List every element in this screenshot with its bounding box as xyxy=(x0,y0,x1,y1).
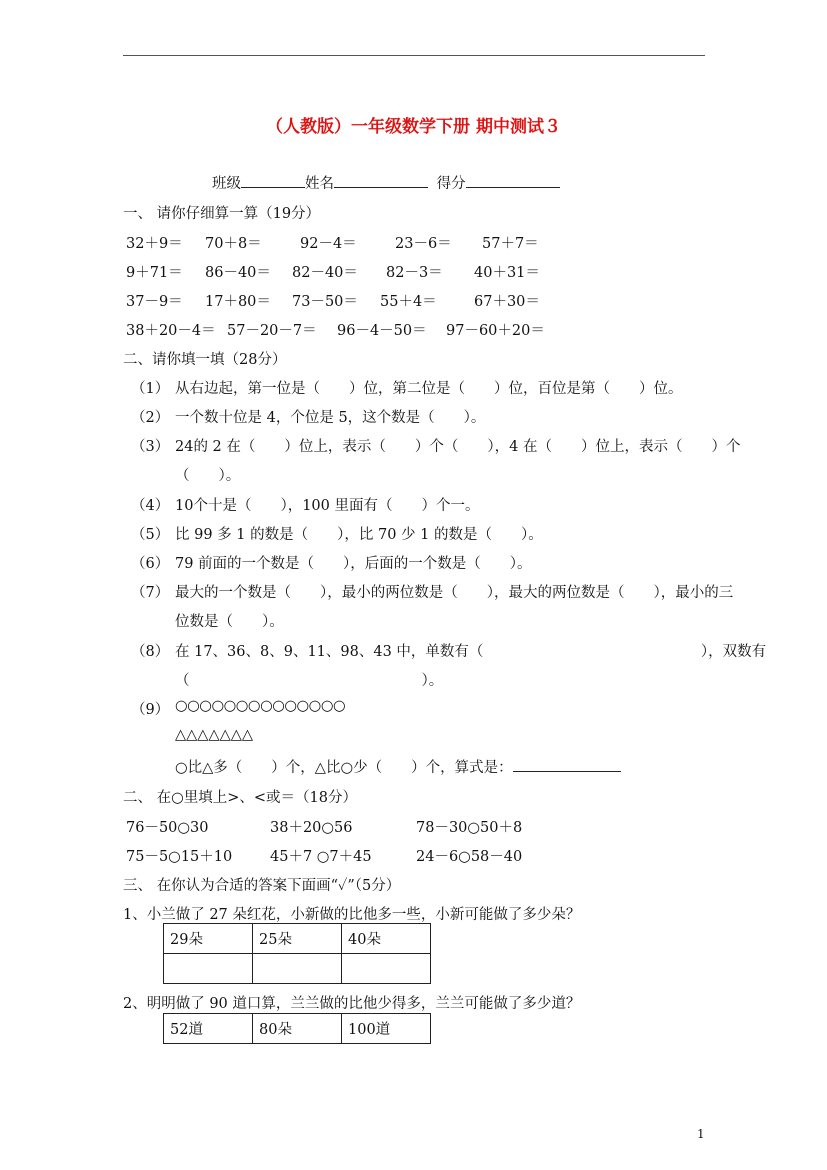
calc-item: 97－60＋20＝ xyxy=(446,323,545,339)
question-1: 1、小兰做了 27 朵红花，小新做的比他多一些，小新可能做了多少朵？ xyxy=(123,907,581,923)
fill-item-text: （ ）。 xyxy=(175,468,241,484)
q1-option: 25朵 xyxy=(253,924,342,954)
compare-item: 76－50○30 xyxy=(126,820,209,836)
calc-item: 17＋80＝ xyxy=(205,294,271,310)
score-label: 得分 xyxy=(436,176,466,192)
class-blank[interactable] xyxy=(241,173,305,188)
calc-item: 23－6＝ xyxy=(395,236,452,252)
triangles-row: △△△△△△△ xyxy=(175,727,254,743)
calc-item: 96－4－50＝ xyxy=(337,323,427,339)
section4-heading: 三、 在你认为合适的答案下面画“✓”（5分） xyxy=(123,878,401,894)
name-blank[interactable] xyxy=(334,173,428,188)
calc-item: 92－4＝ xyxy=(300,236,357,252)
item-number: （8） xyxy=(131,644,170,660)
calc-item: 9＋71＝ xyxy=(126,265,183,281)
q1-answer-table xyxy=(163,923,431,984)
q1-option: 40朵 xyxy=(342,924,431,954)
item-number: （9） xyxy=(131,702,170,718)
fill-item-text xyxy=(175,756,621,777)
calc-item: 37－9＝ xyxy=(126,294,183,310)
section3-heading: 二、 在○里填上>、<或＝（18分） xyxy=(123,790,358,806)
page-title: （人教版）一年级数学下册 期中测试３ xyxy=(266,117,561,137)
q2-option: 80朵 xyxy=(253,1014,342,1044)
q1-answer-cell[interactable] xyxy=(253,954,342,984)
fill-item-text: 在 17、36、8、9、11、98、43 中，单数有（ ），双数有 xyxy=(175,644,767,660)
calc-item: 32＋9＝ xyxy=(126,236,183,252)
compare-item: 75－5○15＋10 xyxy=(126,849,233,865)
calc-item: 82－3＝ xyxy=(386,265,443,281)
comparison-question: ○比△多（ ）个，△比○少（ ）个，算式是： xyxy=(175,760,513,776)
q1-answer-cell[interactable] xyxy=(164,954,253,984)
calc-item: 73－50＝ xyxy=(292,294,358,310)
header-info xyxy=(212,172,560,193)
q1-answer-cell[interactable] xyxy=(342,954,431,984)
item-number: （2） xyxy=(131,410,170,426)
fill-item-text: 79 前面的一个数是（ ），后面的一个数是（ ）。 xyxy=(175,556,532,572)
q1-option: 29朵 xyxy=(164,924,253,954)
fill-item-text: 比 99 多 1 的数是（ ），比 70 少 1 的数是（ ）。 xyxy=(175,527,543,543)
calc-item: 40＋31＝ xyxy=(474,265,540,281)
class-label: 班级 xyxy=(212,176,241,192)
fill-item-text: 最大的一个数是（ ），最小的两位数是（ ），最大的两位数是（ ），最小的三 xyxy=(175,585,734,601)
calc-item: 57＋7＝ xyxy=(482,236,539,252)
calc-item: 38＋20－4＝ xyxy=(126,323,216,339)
fill-item-text: 位数是（ ）。 xyxy=(175,614,284,630)
item-number: （1） xyxy=(131,381,170,397)
circles-row: ○○○○○○○○○○○○○○ xyxy=(175,698,346,714)
fill-item-text: （ ）。 xyxy=(175,673,444,689)
compare-item: 24－6○58－40 xyxy=(416,849,523,865)
page-number: 1 xyxy=(697,1127,705,1141)
calc-item: 70＋8＝ xyxy=(205,236,262,252)
fill-item-text: 24的 2 在（ ）位上，表示（ ）个（ ），4 在（ ）位上，表示（ ）个 xyxy=(175,439,741,455)
section2-heading: 二、请你填一填（28分） xyxy=(123,352,287,368)
fill-item-text: 从右边起，第一位是（ ）位，第二位是（ ）位，百位是第（ ）位。 xyxy=(175,381,683,397)
item-number: （6） xyxy=(131,556,170,572)
fill-item-text: 一个数十位是 4，个位是 5，这个数是（ ）。 xyxy=(175,410,486,426)
compare-item: 38＋20○56 xyxy=(270,820,353,836)
item-number: （5） xyxy=(131,527,170,543)
name-label: 姓名 xyxy=(305,176,334,192)
item-number: （7） xyxy=(131,585,170,601)
q2-answer-table xyxy=(163,1013,431,1044)
formula-blank[interactable] xyxy=(513,757,621,772)
header-rule xyxy=(123,55,705,56)
calc-item: 67＋30＝ xyxy=(474,294,540,310)
section1-heading: 一、 请你仔细算一算（19分） xyxy=(123,206,321,222)
item-number: （3） xyxy=(131,439,170,455)
q2-option: 100道 xyxy=(342,1014,431,1044)
calc-item: 82－40＝ xyxy=(292,265,358,281)
calc-item: 86－40＝ xyxy=(205,265,271,281)
score-blank[interactable] xyxy=(466,173,560,188)
compare-item: 78－30○50＋8 xyxy=(416,820,523,836)
fill-item-text: 10个十是（ ），100 里面有（ ）个一。 xyxy=(175,498,480,514)
q2-option: 52道 xyxy=(164,1014,253,1044)
calc-item: 55＋4＝ xyxy=(380,294,437,310)
compare-item: 45＋7 ○7＋45 xyxy=(270,849,372,865)
calc-item: 57－20－7＝ xyxy=(227,323,317,339)
question-2: 2、明明做了 90 道口算，兰兰做的比他少得多，兰兰可能做了多少道？ xyxy=(123,996,581,1012)
item-number: （4） xyxy=(131,498,170,514)
